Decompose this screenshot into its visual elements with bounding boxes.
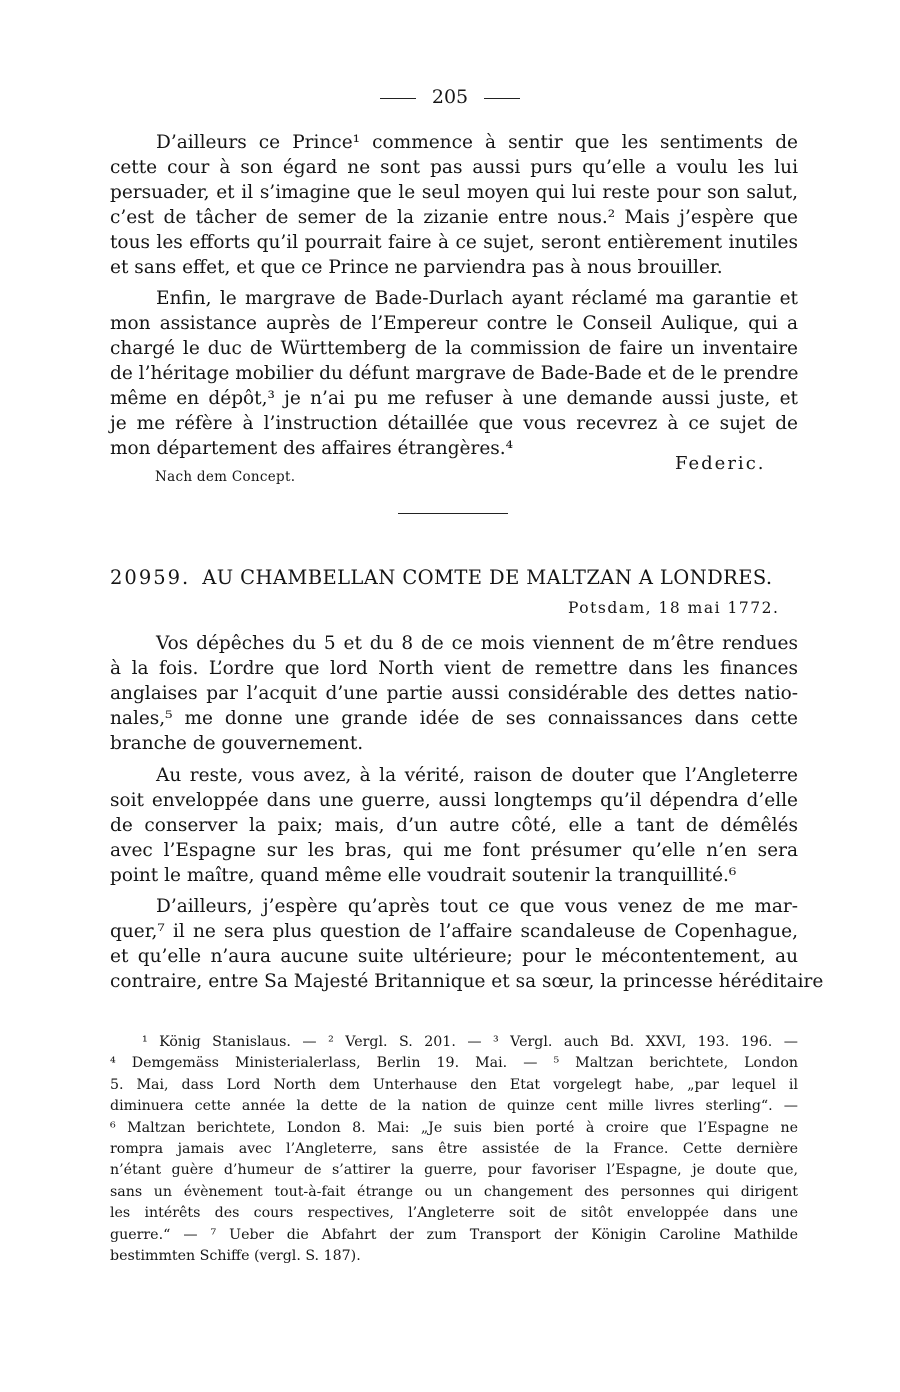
text-line: tous les efforts qu’il pourrait faire à ce sujet, seront entièrement inutiles: [110, 232, 798, 253]
text-line: quer,⁷ il ne sera plus question de l’affaire scandaleuse de Copenhague,: [110, 921, 798, 942]
text-line: D’ailleurs, j’espère qu’après tout ce que vous venez de me mar-: [156, 896, 798, 917]
text-line: c’est de tâcher de semer de la zizanie entre nous.² Mais j’espère que: [110, 207, 798, 228]
paragraph: [110, 130, 798, 280]
text-line: contraire, entre Sa Majesté Britannique et sa sœur, la princesse héréditaire: [110, 971, 824, 992]
footnotes: [110, 1032, 798, 1267]
footnote-line: rompra jamais avec l’Angleterre, sans être assistée de la France. Cette dernière: [110, 1140, 798, 1157]
text-line: point le maître, quand même elle voudrait soutenir la tranquillité.⁶: [110, 865, 737, 886]
letter-heading: [110, 566, 810, 589]
footnote-line: guerre.“ — ⁷ Ueber die Abfahrt der zum Transport der Königin Caroline Mathilde: [110, 1226, 798, 1243]
text-line: persuader, et il s’imagine que le seul moyen qui lui reste pour son salut,: [110, 182, 798, 203]
letter-title: AU CHAMBELLAN COMTE DE MALTZAN A LONDRES.: [202, 566, 773, 589]
letter-body-2: [110, 763, 798, 888]
text-line: à la fois. L’ordre que lord North vient de remettre dans les finances: [110, 658, 798, 679]
paragraph: [110, 631, 798, 756]
footnote-line: les intérêts des cours respectives, l’Angleterre soit de sitôt enveloppée dans une: [110, 1205, 798, 1222]
text-line: Vos dépêches du 5 et du 8 de ce mois viennent de m’être rendues: [156, 633, 798, 654]
place-date: Potsdam, 18 mai 1772.: [568, 599, 780, 617]
text-line: Au reste, vous avez, à la vérité, raison de douter que l’Angleterre: [156, 765, 798, 786]
paragraph: [110, 286, 798, 461]
letter-body-1: [110, 631, 798, 756]
folio-dash-left: [380, 98, 416, 99]
text-line: même en dépôt,³ je n’ai pu me refuser à une demande aussi juste, et: [110, 388, 798, 409]
footnote-line: ⁶ Maltzan berichtete, London 8. Mai: „Je suis bien porté à croire que l’Espagne ne: [110, 1119, 798, 1136]
paragraph: [110, 894, 824, 994]
text-line: D’ailleurs ce Prince¹ commence à sentir que les sentiments de: [156, 132, 798, 153]
text-line: anglaises par l’acquit d’une partie aussi considérable des dettes natio-: [110, 683, 798, 704]
paragraph: [110, 763, 798, 888]
text-line: branche de gouvernement.: [110, 733, 364, 754]
text-line: je me réfère à l’instruction détaillée que vous recevrez à ce sujet de: [110, 413, 798, 434]
text-line: mon département des affaires étrangères.⁴: [110, 438, 514, 459]
text-line: de l’héritage mobilier du défunt margrave de Bade-Bade et de le prendre: [110, 363, 799, 384]
text-line: chargé le duc de Württemberg de la commission de faire un inventaire: [110, 338, 798, 359]
letter-continuation: [110, 130, 798, 280]
text-line: Enfin, le margrave de Bade-Durlach ayant réclamé ma garantie et: [156, 288, 798, 309]
text-line: de conserver la paix; mais, d’un autre côté, elle a tant de démêlés: [110, 815, 798, 836]
footnote-line: sans un évènement tout-à-fait étrange ou un changement des personnes qui dirigent: [110, 1183, 798, 1200]
text-line: soit enveloppée dans une guerre, aussi longtemps qu’il dépendra d’elle: [110, 790, 798, 811]
footnote-line: n’étant guère d’humeur de s’attirer la guerre, pour favoriser l’Espagne, je doute que,: [110, 1162, 798, 1179]
letter-body-3: [110, 894, 824, 994]
footnote-line: ⁴ Demgemäss Ministerialerlass, Berlin 19. Mai. — ⁵ Maltzan berichtete, London: [110, 1055, 798, 1072]
footnote-line: 5. Mai, dass Lord North dem Unterhause den Etat vorgelegt habe, „par lequel il: [110, 1076, 798, 1093]
letter-continuation-2: [110, 286, 798, 461]
footnote-line: diminuera cette année la dette de la nation de quinze cent mille livres sterling“. —: [110, 1098, 798, 1115]
text-line: cette cour à son égard ne sont pas aussi purs qu’elle a voulu les lui: [110, 157, 798, 178]
text-line: mon assistance auprès de l’Empereur contre le Conseil Aulique, qui a: [110, 313, 798, 334]
text-line: nales,⁵ me donne une grande idée de ses connaissances dans cette: [110, 708, 798, 729]
signature: Federic.: [675, 453, 766, 474]
text-line: et sans effet, et que ce Prince ne parviendra pas à nous brouiller.: [110, 257, 723, 278]
source-note: Nach dem Concept.: [155, 469, 296, 485]
page-header: [0, 86, 900, 108]
footnote-line: ¹ König Stanislaus. — ² Vergl. S. 201. — ³ Vergl. auch Bd. XXVI, 193. 196. —: [142, 1034, 798, 1050]
letter-number: 20959.: [110, 566, 191, 589]
text-line: et qu’elle n’aura aucune suite ultérieure; pour le mécontentement, au: [110, 946, 798, 967]
page-number: 205: [431, 86, 469, 108]
footnote-line: bestimmten Schiffe (vergl. S. 187).: [110, 1247, 361, 1264]
text-line: avec l’Espagne sur les bras, qui me font présumer qu’elle n’en sera: [110, 840, 798, 861]
folio-dash-right: [484, 98, 520, 99]
section-divider: [398, 513, 508, 514]
